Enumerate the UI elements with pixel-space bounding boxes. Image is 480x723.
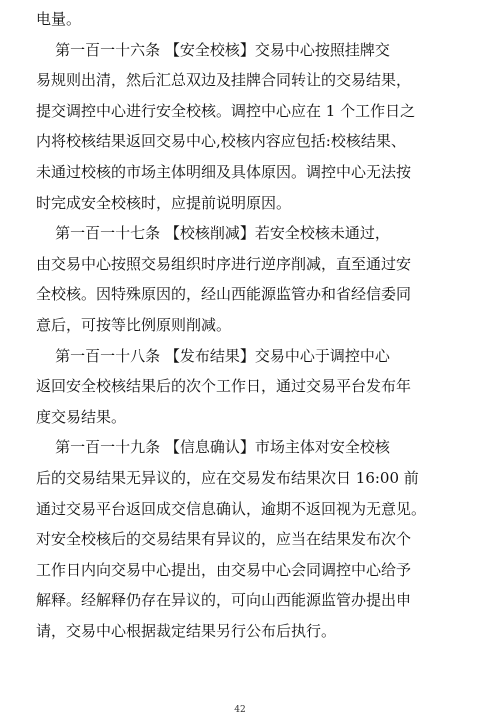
- text-line: 通过交易平台返回成交信息确认，逾期不返回视为无意见。: [36, 499, 427, 518]
- text-line: 未通过校核的市场主体明细及具体原因。调控中心无法按: [36, 162, 412, 181]
- body-text: [36, 4, 446, 646]
- text-line: 解释。经解释仍存在异议的，可向山西能源监管办提出申: [36, 591, 412, 610]
- text-line: 易规则出清，然后汇总双边及挂牌合同转让的交易结果，: [36, 71, 412, 90]
- text-line: 全校核。因特殊原因的，经山西能源监管办和省经信委同: [36, 285, 412, 304]
- text-line: 提交调控中心进行安全校核。调控中心应在 1 个工作日之: [36, 101, 416, 120]
- text-line: 时完成安全校核时，应提前说明原因。: [36, 193, 292, 212]
- text-line: 第一百一十六条 【安全校核】交易中心按照挂牌交: [36, 40, 390, 59]
- text-line: 内将校核结果返回交易中心,校核内容应包括:校核结果、: [36, 132, 406, 151]
- text-line: 电量。: [36, 10, 82, 28]
- page-number: 42: [234, 705, 246, 715]
- text-line: 对安全校核后的交易结果有异议的，应当在结果发布次个: [36, 530, 412, 549]
- text-line: 由交易中心按照交易组织时序进行逆序削减，直至通过安: [36, 254, 412, 273]
- text-line: 第一百一十九条 【信息确认】市场主体对安全校核: [36, 438, 390, 457]
- text-line: 返回安全校核结果后的次个工作日，通过交易平台发布年: [36, 377, 412, 396]
- text-line: 意后，可按等比例原则削减。: [36, 315, 232, 334]
- text-line: 工作日内向交易中心提出，由交易中心会同调控中心给予: [36, 560, 412, 579]
- text-line: 后的交易结果无异议的，应在交易发布结果次日 16:00 前: [36, 468, 419, 487]
- text-line: 请，交易中心根据裁定结果另行公布后执行。: [36, 621, 337, 640]
- text-line: 第一百一十八条 【发布结果】交易中心于调控中心: [36, 346, 390, 365]
- text-line: 度交易结果。: [36, 407, 127, 426]
- text-line: 第一百一十七条 【校核削减】若安全校核未通过，: [36, 224, 390, 243]
